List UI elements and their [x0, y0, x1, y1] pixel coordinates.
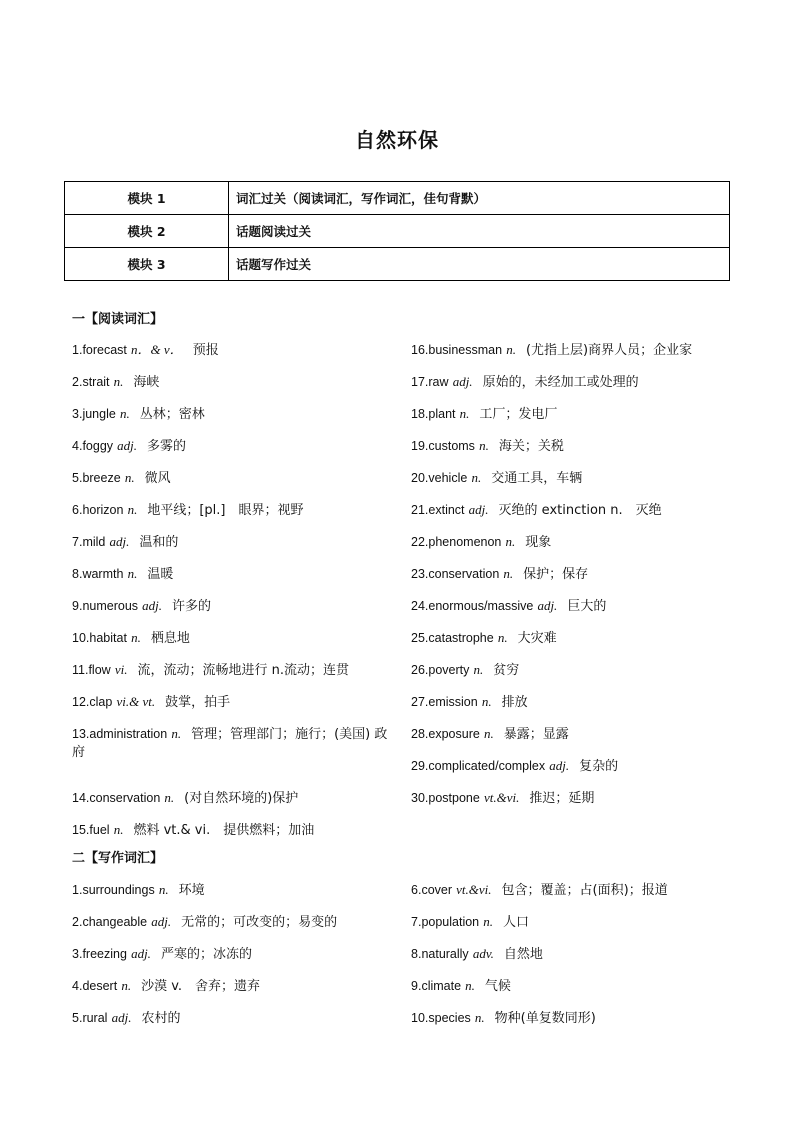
vocab-word: climate — [421, 979, 462, 993]
part-of-speech: vt.&vi. — [483, 790, 520, 805]
page-title: 自然环保 — [355, 128, 439, 152]
module-description: 词汇过关（阅读词汇，写作词汇，佳句背默） — [229, 182, 730, 215]
vocab-number: 27. — [411, 695, 429, 709]
vocab-entry — [72, 565, 390, 597]
part-of-speech: n. — [483, 726, 494, 741]
vocab-entry — [411, 913, 741, 945]
vocab-word: desert — [82, 979, 118, 993]
vocab-meaning: 预报 — [192, 343, 219, 358]
vocab-entry — [411, 405, 741, 437]
vocab-number: 3. — [72, 947, 83, 961]
vocab-entry — [411, 437, 741, 469]
vocab-meaning: 复杂的 — [579, 759, 619, 774]
vocab-number: 10. — [411, 1011, 429, 1025]
vocab-entry — [72, 597, 390, 629]
vocab-number: 8. — [411, 947, 422, 961]
vocab-meaning: 许多的 — [172, 599, 212, 614]
part-of-speech: n. — [113, 374, 124, 389]
vocab-meaning: 贫穷 — [493, 663, 520, 678]
vocab-meaning: (尤指上层)商界人员；企业家 — [525, 343, 693, 358]
vocab-word: plant — [428, 407, 456, 421]
part-of-speech: n. — [164, 790, 175, 805]
vocab-entry — [411, 373, 741, 405]
vocab-number: 30. — [411, 791, 429, 805]
vocab-word: phenomenon — [428, 535, 502, 549]
vocab-word: freezing — [82, 947, 127, 961]
vocab-number: 25. — [411, 631, 429, 645]
vocab-number: 13. — [72, 727, 90, 741]
vocab-word: habitat — [89, 631, 127, 645]
module-description: 话题阅读过关 — [229, 215, 730, 248]
vocab-word: complicated/complex — [428, 759, 546, 773]
module-name: 模块 1 — [65, 182, 229, 215]
part-of-speech: adj. — [109, 534, 130, 549]
vocab-entry — [72, 501, 390, 533]
vocab-meaning: 多雾的 — [147, 439, 187, 454]
part-of-speech: n. — [474, 1010, 485, 1025]
vocab-word: raw — [428, 375, 449, 389]
vocab-meaning: 包含；覆盖；占(面积)；报道 — [501, 883, 668, 898]
part-of-speech: n. — [479, 438, 489, 453]
vocab-number: 22. — [411, 535, 429, 549]
vocab-word: flow — [88, 663, 111, 677]
module-name: 模块 2 — [65, 215, 229, 248]
vocab-meaning: 海关；关税 — [498, 439, 564, 454]
vocab-entry — [411, 565, 741, 597]
vocab-entry — [72, 725, 390, 789]
vocab-word: businessman — [428, 343, 503, 357]
vocab-entry — [411, 693, 741, 725]
part-of-speech: n. — [497, 630, 508, 645]
part-of-speech: vt.&vi. — [456, 882, 492, 897]
vocab-entry — [411, 661, 741, 693]
vocab-word: administration — [89, 727, 168, 741]
vocab-meaning: 地平线；[pl.] 眼界；视野 — [147, 503, 304, 518]
vocab-entry — [411, 1009, 741, 1041]
part-of-speech: n. — [121, 978, 132, 993]
part-of-speech: adj. — [549, 758, 570, 773]
vocab-number: 7. — [411, 915, 422, 929]
vocab-word: postpone — [428, 791, 480, 805]
writing-vocab-heading: 二【写作词汇】 — [72, 851, 164, 866]
vocab-number: 2. — [72, 915, 83, 929]
vocab-number: 15. — [72, 823, 90, 837]
vocab-entry — [72, 821, 390, 853]
vocab-meaning: 温暖 — [147, 567, 174, 582]
part-of-speech: vi. — [114, 662, 128, 677]
vocab-meaning: 交通工具，车辆 — [491, 471, 583, 486]
vocab-entry — [411, 725, 741, 757]
part-of-speech: adj. — [452, 374, 473, 389]
vocab-word: rural — [82, 1011, 108, 1025]
vocab-entry — [411, 977, 741, 1009]
part-of-speech: n. — [481, 694, 492, 709]
part-of-speech: adj. — [142, 598, 163, 613]
part-of-speech: n. — [127, 566, 138, 581]
vocab-entry — [72, 693, 390, 725]
vocab-meaning: 灭绝的 extinction n. 灭绝 — [498, 503, 662, 518]
vocab-meaning: 大灾难 — [517, 631, 557, 646]
writing-vocab-right-list — [411, 881, 741, 1041]
vocab-word: numerous — [82, 599, 139, 613]
part-of-speech: n. — [124, 470, 135, 485]
vocab-number: 6. — [411, 883, 422, 897]
module-row — [65, 182, 730, 215]
vocab-number: 28. — [411, 727, 429, 741]
vocab-entry — [72, 977, 390, 1009]
part-of-speech: n. — [459, 406, 470, 421]
vocab-meaning: 微风 — [144, 471, 171, 486]
vocab-word: species — [428, 1011, 471, 1025]
vocab-number: 9. — [411, 979, 422, 993]
vocab-word: conservation — [428, 567, 500, 581]
part-of-speech: adj. — [151, 914, 172, 929]
vocab-word: changeable — [82, 915, 148, 929]
vocab-entry — [72, 913, 390, 945]
part-of-speech: adj. — [111, 1010, 132, 1025]
vocab-meaning: 管理；管理部门；施行；(美国) 政府 — [72, 727, 388, 760]
vocab-number: 8. — [72, 567, 83, 581]
vocab-entry — [72, 1009, 390, 1041]
part-of-speech: n. — [503, 566, 514, 581]
vocab-word: fuel — [89, 823, 110, 837]
vocab-entry — [411, 789, 741, 821]
vocab-word: extinct — [428, 503, 465, 517]
part-of-speech: adj. — [537, 598, 558, 613]
vocab-number: 20. — [411, 471, 429, 485]
part-of-speech: vi.& vt. — [116, 694, 156, 709]
vocab-number: 14. — [72, 791, 90, 805]
vocab-word: population — [421, 915, 480, 929]
vocab-number: 4. — [72, 439, 83, 453]
part-of-speech: adj. — [131, 946, 151, 961]
part-of-speech: adj. — [468, 502, 489, 517]
vocab-meaning: 环境 — [178, 883, 205, 898]
vocab-entry — [411, 945, 741, 977]
vocab-number: 6. — [72, 503, 83, 517]
vocab-meaning: 现象 — [525, 535, 552, 550]
vocab-entry — [411, 469, 741, 501]
reading-vocab-heading: 一【阅读词汇】 — [72, 312, 164, 327]
vocab-number: 5. — [72, 471, 83, 485]
vocab-entry — [72, 405, 390, 437]
vocab-number: 19. — [411, 439, 429, 453]
vocab-meaning: (对自然环境的)保护 — [184, 791, 299, 806]
vocab-word: clap — [89, 695, 113, 709]
vocab-number: 17. — [411, 375, 429, 389]
part-of-speech: n. — [113, 822, 124, 837]
part-of-speech: adv. — [472, 946, 494, 961]
vocab-meaning: 农村的 — [141, 1011, 181, 1026]
vocab-entry — [411, 629, 741, 661]
vocab-meaning: 丛林；密林 — [139, 407, 205, 422]
vocab-entry — [411, 341, 741, 373]
vocab-word: jungle — [82, 407, 116, 421]
vocab-word: cover — [421, 883, 453, 897]
vocab-word: forecast — [82, 343, 127, 357]
vocab-word: exposure — [428, 727, 480, 741]
vocab-meaning: 保护；保存 — [523, 567, 589, 582]
vocab-entry — [72, 341, 390, 373]
vocab-word: conservation — [89, 791, 161, 805]
vocab-number: 29. — [411, 759, 429, 773]
vocab-word: poverty — [428, 663, 470, 677]
vocab-number: 7. — [72, 535, 83, 549]
vocab-meaning: 工厂；发电厂 — [479, 407, 558, 422]
vocab-word: strait — [82, 375, 110, 389]
vocab-entry — [72, 789, 390, 821]
vocab-entry — [72, 945, 390, 977]
vocab-word: horizon — [82, 503, 124, 517]
vocab-word: mild — [82, 535, 106, 549]
part-of-speech: n. — [483, 914, 494, 929]
vocab-number: 5. — [72, 1011, 83, 1025]
part-of-speech: n．& v． — [131, 342, 183, 357]
vocab-word: foggy — [82, 439, 114, 453]
vocab-word: catastrophe — [428, 631, 494, 645]
vocab-entry — [72, 661, 390, 693]
vocab-meaning: 海峡 — [133, 375, 160, 390]
part-of-speech: n. — [473, 662, 484, 677]
vocab-number: 11. — [72, 663, 89, 677]
vocab-meaning: 沙漠 v. 舍弃；遗弃 — [141, 979, 261, 994]
vocab-meaning: 原始的，未经加工或处理的 — [482, 375, 639, 390]
vocab-meaning: 人口 — [503, 915, 530, 930]
vocab-entry — [72, 629, 390, 661]
part-of-speech: n. — [127, 502, 138, 517]
vocab-meaning: 排放 — [501, 695, 528, 710]
part-of-speech: n. — [506, 342, 516, 357]
vocab-entry — [411, 757, 741, 789]
part-of-speech: n. — [505, 534, 516, 549]
part-of-speech: n. — [171, 726, 182, 741]
part-of-speech: n. — [131, 630, 141, 645]
vocab-meaning: 物种(单复数同形) — [494, 1011, 596, 1026]
vocab-number: 24. — [411, 599, 429, 613]
part-of-speech: n. — [471, 470, 482, 485]
vocab-number: 10. — [72, 631, 90, 645]
part-of-speech: n. — [158, 882, 169, 897]
vocab-word: emission — [428, 695, 478, 709]
vocab-entry — [411, 881, 741, 913]
vocab-number: 18. — [411, 407, 429, 421]
vocab-entry — [72, 533, 390, 565]
vocab-meaning: 栖息地 — [150, 631, 190, 646]
module-description: 话题写作过关 — [229, 248, 730, 281]
reading-vocab-right-list — [411, 341, 741, 821]
vocab-number: 12. — [72, 695, 90, 709]
part-of-speech: n. — [465, 978, 475, 993]
vocab-word: breeze — [82, 471, 121, 485]
vocab-meaning: 无常的；可改变的；易变的 — [181, 915, 338, 930]
vocab-entry — [72, 469, 390, 501]
vocab-word: naturally — [421, 947, 469, 961]
part-of-speech: adj. — [117, 438, 138, 453]
module-row — [65, 215, 730, 248]
vocab-meaning: 燃料 vt.& vi. 提供燃料；加油 — [133, 823, 315, 838]
vocab-number: 21. — [411, 503, 429, 517]
writing-vocab-left-list — [72, 881, 390, 1041]
vocab-entry — [72, 373, 390, 405]
vocab-meaning: 鼓掌，拍手 — [165, 695, 231, 710]
vocab-meaning: 暴露；显露 — [503, 727, 569, 742]
vocab-number: 1. — [72, 883, 83, 897]
vocab-entry — [72, 437, 390, 469]
vocab-meaning: 推迟；延期 — [529, 791, 595, 806]
module-table — [64, 181, 730, 281]
vocab-number: 1. — [72, 343, 83, 357]
vocab-meaning: 气候 — [484, 979, 511, 994]
vocab-entry — [411, 501, 741, 533]
vocab-meaning: 巨大的 — [567, 599, 607, 614]
module-row — [65, 248, 730, 281]
vocab-entry — [411, 533, 741, 565]
vocab-meaning: 温和的 — [139, 535, 179, 550]
vocab-meaning: 自然地 — [503, 947, 543, 962]
vocab-word: enormous/massive — [428, 599, 534, 613]
vocab-number: 23. — [411, 567, 429, 581]
vocab-word: warmth — [82, 567, 124, 581]
vocab-number: 3. — [72, 407, 83, 421]
vocab-meaning: 严寒的；冰冻的 — [160, 947, 252, 962]
part-of-speech: n. — [119, 406, 130, 421]
vocab-number: 4. — [72, 979, 83, 993]
vocab-number: 16. — [411, 343, 429, 357]
vocab-entry — [72, 881, 390, 913]
vocab-entry — [411, 597, 741, 629]
vocab-word: surroundings — [82, 883, 155, 897]
vocab-word: customs — [428, 439, 475, 453]
vocab-meaning: 流，流动；流畅地进行 n.流动；连贯 — [137, 663, 349, 678]
vocab-number: 9. — [72, 599, 83, 613]
vocab-word: vehicle — [428, 471, 468, 485]
vocab-number: 26. — [411, 663, 429, 677]
module-name: 模块 3 — [65, 248, 229, 281]
vocab-number: 2. — [72, 375, 83, 389]
reading-vocab-left-list — [72, 341, 390, 853]
